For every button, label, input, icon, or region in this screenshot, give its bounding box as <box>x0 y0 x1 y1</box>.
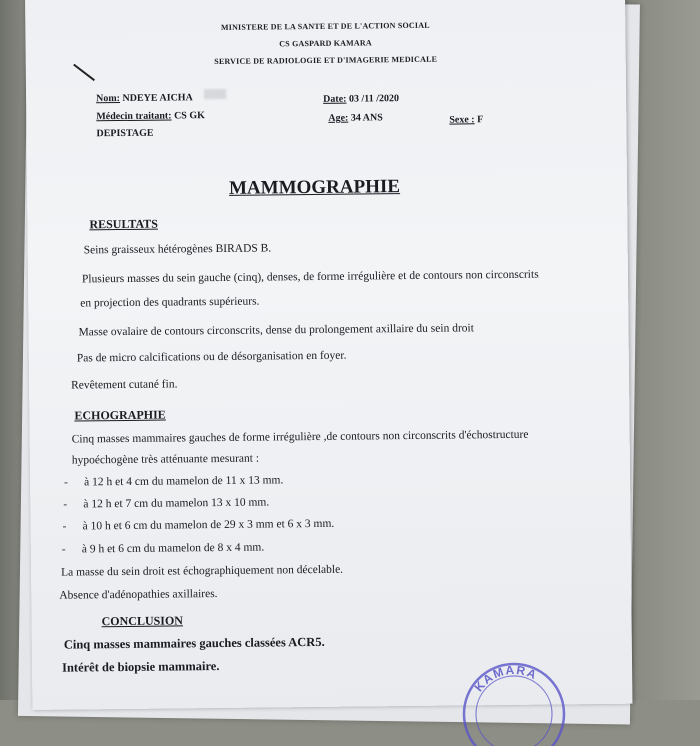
stamp-text: KAMARA <box>471 662 540 695</box>
report-title: MAMMOGRAPHIE <box>228 176 401 199</box>
doctor-row <box>96 110 205 122</box>
sex-value: F <box>477 114 484 126</box>
result-line-6: Revêtement cutané fin. <box>71 378 178 392</box>
exam-reason: DEPISTAGE <box>96 127 154 140</box>
result-line-4: Masse ovalaire de contours circonscrits, dense du prolongement axillaire du sein droit <box>78 322 474 339</box>
result-line-2: Plusieurs masses du sein gauche (cinq), denses, de forme irrégulière et de contours non circonscrits <box>81 268 539 286</box>
date-value: 03 /11 /2020 <box>348 93 400 105</box>
echo-line-after-2: Absence d'adénopathies axillaires. <box>59 588 218 602</box>
patient-name-label: Nom: <box>96 93 121 105</box>
echo-bullet: - <box>64 476 69 489</box>
age-row <box>328 112 383 124</box>
doctor-value: CS GK <box>173 110 205 122</box>
result-line-3: en projection des quadrants supérieurs. <box>80 295 260 310</box>
echo-heading: ECHOGRAPHIE <box>74 407 166 423</box>
echo-item-4: à 9 h et 6 cm du mamelon de 8 x 4 mm. <box>81 541 265 556</box>
result-line-1: Seins graisseux hétérogènes BIRADS B. <box>83 242 272 257</box>
header-center: CS GASPARD KAMARA <box>279 38 372 49</box>
echo-bullet: - <box>63 498 68 511</box>
result-line-5: Pas de micro calcifications ou de désorganisation en foyer. <box>76 349 347 365</box>
patient-name-row <box>96 92 193 104</box>
redacted-name <box>204 89 226 99</box>
echo-bullet: - <box>61 543 66 556</box>
age-value: 34 ANS <box>350 112 383 124</box>
date-label: Date: <box>323 93 347 105</box>
echo-intro-1: Cinq masses mammaires gauches de forme irrégulière ,de contours non circonscrits d'échostructure <box>71 428 529 446</box>
echo-line-after-1: La masse du sein droit est échographiquement non décelable. <box>60 563 344 579</box>
sex-row <box>449 114 483 125</box>
doctor-label: Médecin traitant: <box>96 110 172 123</box>
conclusion-heading: CONCLUSION <box>101 613 184 629</box>
official-stamp <box>452 656 572 746</box>
patient-name-value: NDEYE AICHA <box>122 92 193 104</box>
echo-item-2: à 12 h et 7 cm du mamelon 13 x 10 mm. <box>83 496 270 511</box>
results-heading: RESULTATS <box>89 216 158 232</box>
echo-item-3: à 10 h et 6 cm du mamelon de 29 x 3 mm et 6 x 3 mm. <box>82 517 335 533</box>
header-service: SERVICE DE RADIOLOGIE ET D'IMAGERIE MEDICALE <box>214 54 438 67</box>
conclusion-line-2: Intérêt de biopsie mammaire. <box>61 659 220 675</box>
header-ministry: MINISTERE DE LA SANTE ET DE L'ACTION SOCIAL <box>220 20 430 32</box>
report-sheet <box>25 0 632 710</box>
echo-intro-2: hypoéchogène très atténuante mesurant : <box>71 452 260 467</box>
conclusion-line-1: Cinq masses mammaires gauches classées ACR5. <box>63 634 325 652</box>
date-row <box>323 93 399 105</box>
echo-item-1: à 12 h et 4 cm du mamelon de 11 x 13 mm. <box>84 474 284 489</box>
sex-label: Sexe : <box>449 114 475 126</box>
age-label: Age: <box>328 112 349 124</box>
echo-bullet: - <box>62 520 67 533</box>
